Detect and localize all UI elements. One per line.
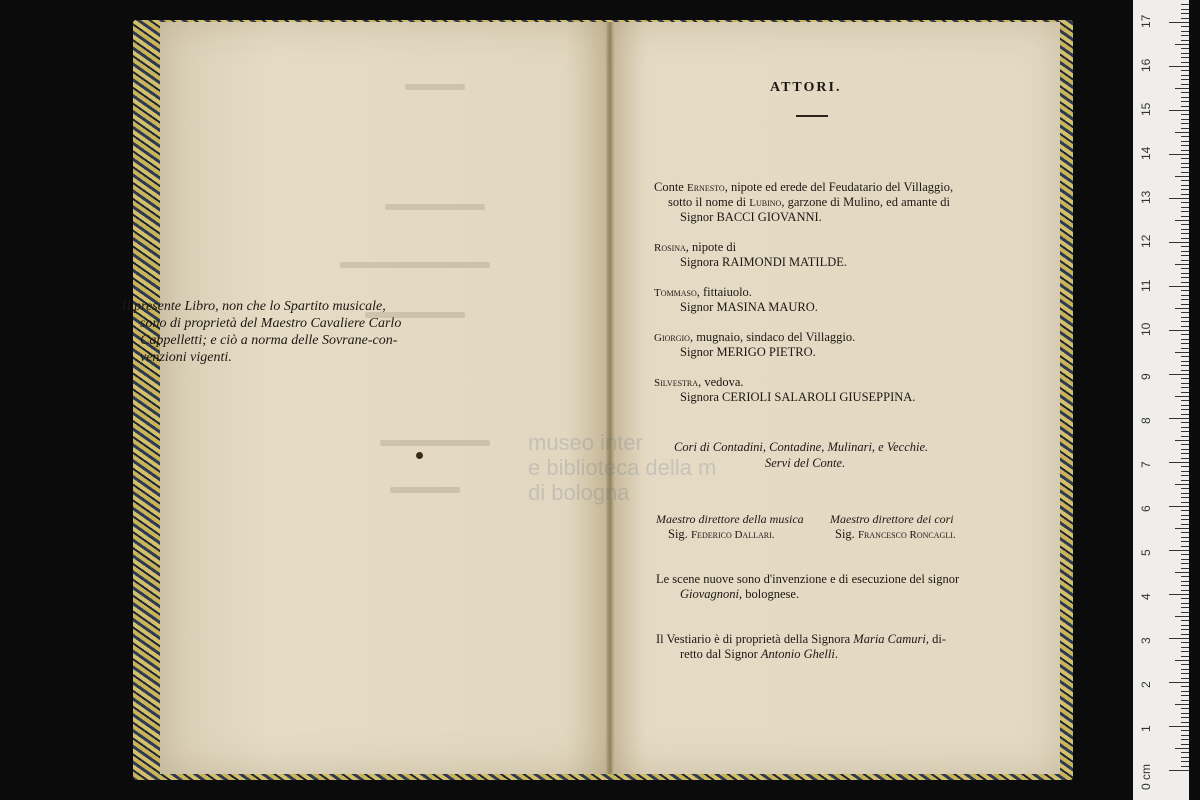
ruler-tick xyxy=(1181,664,1189,665)
ruler-tick xyxy=(1181,260,1189,261)
ruler-tick xyxy=(1181,717,1189,718)
ruler-tick xyxy=(1181,568,1189,569)
title-divider xyxy=(796,115,828,117)
ruler-tick xyxy=(1181,189,1189,190)
ruler-tick xyxy=(1181,26,1189,27)
costume-credit-line1 xyxy=(656,632,946,647)
ruler-tick xyxy=(1181,145,1189,146)
ruler-tick xyxy=(1181,207,1189,208)
ruler-tick xyxy=(1181,35,1189,36)
cast-text: Conte xyxy=(654,180,687,194)
role-name: Rosina xyxy=(654,242,686,254)
ruler-tick xyxy=(1181,216,1189,217)
ruler-tick xyxy=(1181,268,1189,269)
cast-text: , nipote ed erede del Feudatario del Villaggio, xyxy=(724,180,954,194)
ruler-tick xyxy=(1181,334,1189,335)
ruler-label: 15 xyxy=(1139,102,1153,116)
ruler-label: 7 xyxy=(1139,461,1153,468)
notice-line: Il presente Libro, non che lo Spartito musicale, xyxy=(122,299,386,314)
ruler-tick xyxy=(1169,374,1189,375)
ruler-label: 8 xyxy=(1139,417,1153,424)
ruler-tick xyxy=(1181,365,1189,366)
ruler-tick xyxy=(1175,396,1189,397)
ruler-tick xyxy=(1181,70,1189,71)
ruler-tick xyxy=(1181,246,1189,247)
ruler-tick xyxy=(1181,730,1189,731)
ruler-tick xyxy=(1181,194,1189,195)
ruler-tick xyxy=(1175,132,1189,133)
ruler-tick xyxy=(1169,198,1189,199)
ruler-tick xyxy=(1181,251,1189,252)
ruler-tick xyxy=(1169,726,1189,727)
ruler-tick xyxy=(1169,154,1189,155)
ruler-tick xyxy=(1181,590,1189,591)
ruler-tick xyxy=(1181,136,1189,137)
ruler-tick xyxy=(1181,581,1189,582)
ruler-tick xyxy=(1175,528,1189,529)
ownership-notice xyxy=(122,298,452,366)
ruler-tick xyxy=(1181,339,1189,340)
ruler-tick xyxy=(1181,62,1189,63)
notice-line: Cappelletti; e ciò a norma delle Sovrane-con- xyxy=(140,333,398,348)
ruler-tick xyxy=(1175,176,1189,177)
director-name xyxy=(668,527,775,543)
ruler-tick xyxy=(1181,79,1189,80)
ruler-tick xyxy=(1181,378,1189,379)
ruler-tick xyxy=(1181,317,1189,318)
ruler-tick xyxy=(1181,497,1189,498)
ruler-tick xyxy=(1175,484,1189,485)
ruler-tick xyxy=(1181,84,1189,85)
cast-text: sotto il nome di xyxy=(668,195,750,209)
ruler-tick xyxy=(1175,616,1189,617)
ruler-tick xyxy=(1181,444,1189,445)
ruler-tick xyxy=(1181,348,1189,349)
ruler-tick xyxy=(1181,326,1189,327)
ruler-tick xyxy=(1181,673,1189,674)
ruler-tick xyxy=(1181,106,1189,107)
costume-owner: Maria Camuri xyxy=(853,632,926,646)
cast-text: . xyxy=(834,647,838,661)
ruler-tick xyxy=(1181,642,1189,643)
ruler-tick xyxy=(1181,576,1189,577)
ruler-tick xyxy=(1181,238,1189,239)
ruler-tick xyxy=(1181,431,1189,432)
cast-text: Il Vestiario è di proprietà della Signora xyxy=(656,632,854,646)
ruler-label: 13 xyxy=(1139,190,1153,204)
measurement-ruler xyxy=(1133,0,1189,800)
ruler-tick xyxy=(1181,4,1189,5)
ruler-tick xyxy=(1181,211,1189,212)
ruler-tick xyxy=(1181,321,1189,322)
ruler-tick xyxy=(1181,686,1189,687)
ruler-tick xyxy=(1181,277,1189,278)
ruler-tick xyxy=(1181,458,1189,459)
ruler-tick xyxy=(1175,704,1189,705)
ruler-tick xyxy=(1181,678,1189,679)
ruler-tick xyxy=(1181,97,1189,98)
watermark-line-1: museo inter xyxy=(528,430,643,455)
ruler-tick xyxy=(1181,488,1189,489)
ruler-tick xyxy=(1181,629,1189,630)
ruler-tick xyxy=(1181,361,1189,362)
ruler-tick xyxy=(1181,466,1189,467)
ruler-label: 14 xyxy=(1139,146,1153,160)
ruler-tick xyxy=(1181,471,1189,472)
ruler-tick xyxy=(1181,537,1189,538)
ruler-tick xyxy=(1181,180,1189,181)
ruler-tick xyxy=(1181,722,1189,723)
ruler-tick xyxy=(1181,356,1189,357)
ruler-tick xyxy=(1181,53,1189,54)
ruler-tick xyxy=(1169,286,1189,287)
ruler-tick xyxy=(1181,31,1189,32)
ruler-tick xyxy=(1181,57,1189,58)
ruler-tick xyxy=(1181,141,1189,142)
cast-text: , mugnaio, sindaco del Villaggio. xyxy=(689,330,856,344)
ruler-tick xyxy=(1181,735,1189,736)
cast-text: Sig. xyxy=(835,527,858,541)
ruler-tick xyxy=(1181,282,1189,283)
ruler-label: 2 xyxy=(1139,681,1153,688)
cast-entry-rosina xyxy=(654,240,736,256)
role-name: Silvestra xyxy=(654,377,699,389)
chorus-servants: Servi del Conte. xyxy=(765,456,846,470)
ruler-tick xyxy=(1181,647,1189,648)
cast-text: , garzone di Mulino, ed amante di xyxy=(781,195,951,209)
ruler-tick xyxy=(1181,387,1189,388)
ruler-tick xyxy=(1181,744,1189,745)
costume-director: Antonio Ghelli xyxy=(760,647,835,661)
ruler-tick xyxy=(1181,607,1189,608)
ruler-tick xyxy=(1181,299,1189,300)
ruler-tick xyxy=(1181,400,1189,401)
ruler-tick xyxy=(1175,660,1189,661)
director-title: Maestro direttore della musica xyxy=(656,512,804,526)
book-gutter xyxy=(606,22,614,774)
ruler-tick xyxy=(1181,172,1189,173)
ruler-tick xyxy=(1181,185,1189,186)
ruler-tick xyxy=(1181,620,1189,621)
ruler-tick xyxy=(1181,202,1189,203)
ruler-tick xyxy=(1169,242,1189,243)
cast-text: , bolognese. xyxy=(739,587,800,601)
ruler-tick xyxy=(1181,150,1189,151)
cast-text: , nipote di xyxy=(685,240,737,254)
ruler-tick xyxy=(1181,612,1189,613)
watermark-line-3: di bologna xyxy=(528,480,630,505)
ruler-tick xyxy=(1169,418,1189,419)
role-name: Giorgio xyxy=(654,332,690,344)
ruler-tick xyxy=(1181,422,1189,423)
ruler-tick xyxy=(1181,475,1189,476)
ruler-tick xyxy=(1181,449,1189,450)
ruler-tick xyxy=(1181,233,1189,234)
ruler-tick xyxy=(1181,13,1189,14)
ruler-tick xyxy=(1169,110,1189,111)
ruler-tick xyxy=(1169,682,1189,683)
ruler-tick xyxy=(1181,273,1189,274)
ruler-label: 16 xyxy=(1139,58,1153,72)
ruler-tick xyxy=(1181,766,1189,767)
ruler-tick xyxy=(1181,114,1189,115)
ruler-tick xyxy=(1169,462,1189,463)
page-title: ATTORI. xyxy=(770,80,842,95)
ruler-tick xyxy=(1175,748,1189,749)
cast-text: Sig. xyxy=(668,527,691,541)
ruler-tick xyxy=(1169,22,1189,23)
ruler-tick xyxy=(1181,158,1189,159)
ruler-tick xyxy=(1175,352,1189,353)
ruler-tick xyxy=(1181,75,1189,76)
ruler-tick xyxy=(1181,295,1189,296)
ruler-tick xyxy=(1181,708,1189,709)
ruler-tick xyxy=(1181,651,1189,652)
ruler-tick xyxy=(1181,343,1189,344)
performer-name: Signor MASINA MAURO. xyxy=(680,300,818,314)
ruler-tick xyxy=(1181,480,1189,481)
ruler-tick xyxy=(1181,752,1189,753)
ruler-tick xyxy=(1181,167,1189,168)
ruler-tick xyxy=(1181,92,1189,93)
ruler-tick xyxy=(1181,18,1189,19)
ruler-tick xyxy=(1181,669,1189,670)
ruler-tick xyxy=(1175,220,1189,221)
role-alias: Lubino xyxy=(749,197,782,209)
ruler-label: 1 xyxy=(1139,725,1153,732)
performer-name: Signora CERIOLI SALAROLI GIUSEPPINA. xyxy=(680,390,916,404)
ruler-tick xyxy=(1181,695,1189,696)
ruler-label: 17 xyxy=(1139,14,1153,28)
ruler-tick xyxy=(1181,392,1189,393)
ruler-tick xyxy=(1181,493,1189,494)
ruler-tick xyxy=(1175,44,1189,45)
ruler-tick xyxy=(1181,625,1189,626)
cast-entry-ernesto-line2 xyxy=(668,195,950,211)
ruler-tick xyxy=(1181,634,1189,635)
cast-text: , fittaiuolo. xyxy=(696,285,752,299)
ruler-label: 6 xyxy=(1139,505,1153,512)
ruler-tick xyxy=(1181,123,1189,124)
ruler-tick xyxy=(1181,312,1189,313)
director-name-text: Federico Dallari. xyxy=(690,529,775,541)
ruler-tick xyxy=(1175,308,1189,309)
ruler-tick xyxy=(1181,224,1189,225)
ruler-label: 4 xyxy=(1139,593,1153,600)
ruler-tick xyxy=(1181,532,1189,533)
ruler-tick xyxy=(1181,656,1189,657)
costume-credit-line2 xyxy=(680,647,838,662)
cast-entry-giorgio xyxy=(654,330,855,346)
ruler-tick xyxy=(1169,330,1189,331)
cast-entry-ernesto-line1 xyxy=(654,180,953,196)
ruler-tick xyxy=(1181,515,1189,516)
ruler-tick xyxy=(1181,563,1189,564)
chorus-line: Cori di Contadini, Contadine, Mulinari, e Vecchie. xyxy=(674,440,929,454)
ruler-unit-label: 0 cm xyxy=(1139,763,1153,790)
ruler-tick xyxy=(1181,524,1189,525)
ruler-tick xyxy=(1181,370,1189,371)
ruler-tick xyxy=(1175,88,1189,89)
director-name xyxy=(835,527,956,543)
ruler-tick xyxy=(1181,40,1189,41)
cast-text: , vedova. xyxy=(698,375,744,389)
ruler-label: 5 xyxy=(1139,549,1153,556)
ruler-tick xyxy=(1181,757,1189,758)
ruler-tick xyxy=(1169,550,1189,551)
ruler-tick xyxy=(1181,510,1189,511)
ruler-tick xyxy=(1181,128,1189,129)
ruler-tick xyxy=(1181,598,1189,599)
ruler-tick xyxy=(1169,770,1189,771)
ruler-tick xyxy=(1169,506,1189,507)
ruler-tick xyxy=(1181,414,1189,415)
ruler-tick xyxy=(1175,572,1189,573)
ruler-tick xyxy=(1181,559,1189,560)
ruler-tick xyxy=(1181,290,1189,291)
ruler-tick xyxy=(1169,638,1189,639)
ruler-tick xyxy=(1175,440,1189,441)
ruler-tick xyxy=(1181,9,1189,10)
ink-stain xyxy=(416,452,423,459)
ruler-tick xyxy=(1181,603,1189,604)
ruler-tick xyxy=(1181,101,1189,102)
ruler-tick xyxy=(1181,585,1189,586)
director-name-text: Francesco Roncagli. xyxy=(857,529,956,541)
ruler-tick xyxy=(1181,700,1189,701)
ruler-tick xyxy=(1181,427,1189,428)
ruler-tick xyxy=(1181,546,1189,547)
director-title: Maestro direttore dei cori xyxy=(830,512,954,526)
ruler-tick xyxy=(1181,405,1189,406)
ruler-tick xyxy=(1181,229,1189,230)
role-name: Tommaso xyxy=(654,287,697,299)
ruler-tick xyxy=(1181,453,1189,454)
performer-name: Signora RAIMONDI MATILDE. xyxy=(680,255,847,269)
ruler-tick xyxy=(1181,739,1189,740)
performer-name: Signor BACCI GIOVANNI. xyxy=(680,210,822,224)
ruler-tick xyxy=(1181,304,1189,305)
ruler-label: 10 xyxy=(1139,322,1153,336)
ruler-label: 11 xyxy=(1139,279,1153,292)
ruler-tick xyxy=(1169,594,1189,595)
ruler-tick xyxy=(1181,48,1189,49)
ruler-tick xyxy=(1181,436,1189,437)
ruler-label: 3 xyxy=(1139,637,1153,644)
ruler-tick xyxy=(1175,264,1189,265)
watermark-line-2: e biblioteca della m xyxy=(528,455,717,480)
ruler-tick xyxy=(1181,502,1189,503)
notice-line: sono di proprietà del Maestro Cavaliere Carlo xyxy=(140,316,402,331)
cast-entry-tommaso xyxy=(654,285,752,301)
role-name: Ernesto xyxy=(686,182,725,194)
ruler-tick xyxy=(1181,541,1189,542)
ruler-tick xyxy=(1181,255,1189,256)
notice-line: venzioni vigenti. xyxy=(140,350,232,365)
performer-name: Signor MERIGO PIETRO. xyxy=(680,345,816,359)
ruler-tick xyxy=(1181,163,1189,164)
cast-text: , di- xyxy=(925,632,947,646)
ruler-tick xyxy=(1181,119,1189,120)
scenes-credit-line2 xyxy=(680,587,799,602)
ruler-tick xyxy=(1181,519,1189,520)
ruler-label: 9 xyxy=(1139,373,1153,380)
ruler-label: 12 xyxy=(1139,234,1153,248)
scenes-designer: Giovagnoni xyxy=(680,587,740,601)
cast-text: retto dal Signor xyxy=(680,647,761,661)
ruler-tick xyxy=(1181,554,1189,555)
ruler-tick xyxy=(1181,691,1189,692)
left-page xyxy=(160,22,610,774)
ruler-tick xyxy=(1181,713,1189,714)
cast-entry-silvestra xyxy=(654,375,744,391)
ruler-tick xyxy=(1169,66,1189,67)
scenes-credit-line1: Le scene nuove sono d'invenzione e di esecuzione del signor xyxy=(656,572,960,586)
ruler-tick xyxy=(1181,383,1189,384)
ruler-tick xyxy=(1181,409,1189,410)
ruler-tick xyxy=(1181,761,1189,762)
